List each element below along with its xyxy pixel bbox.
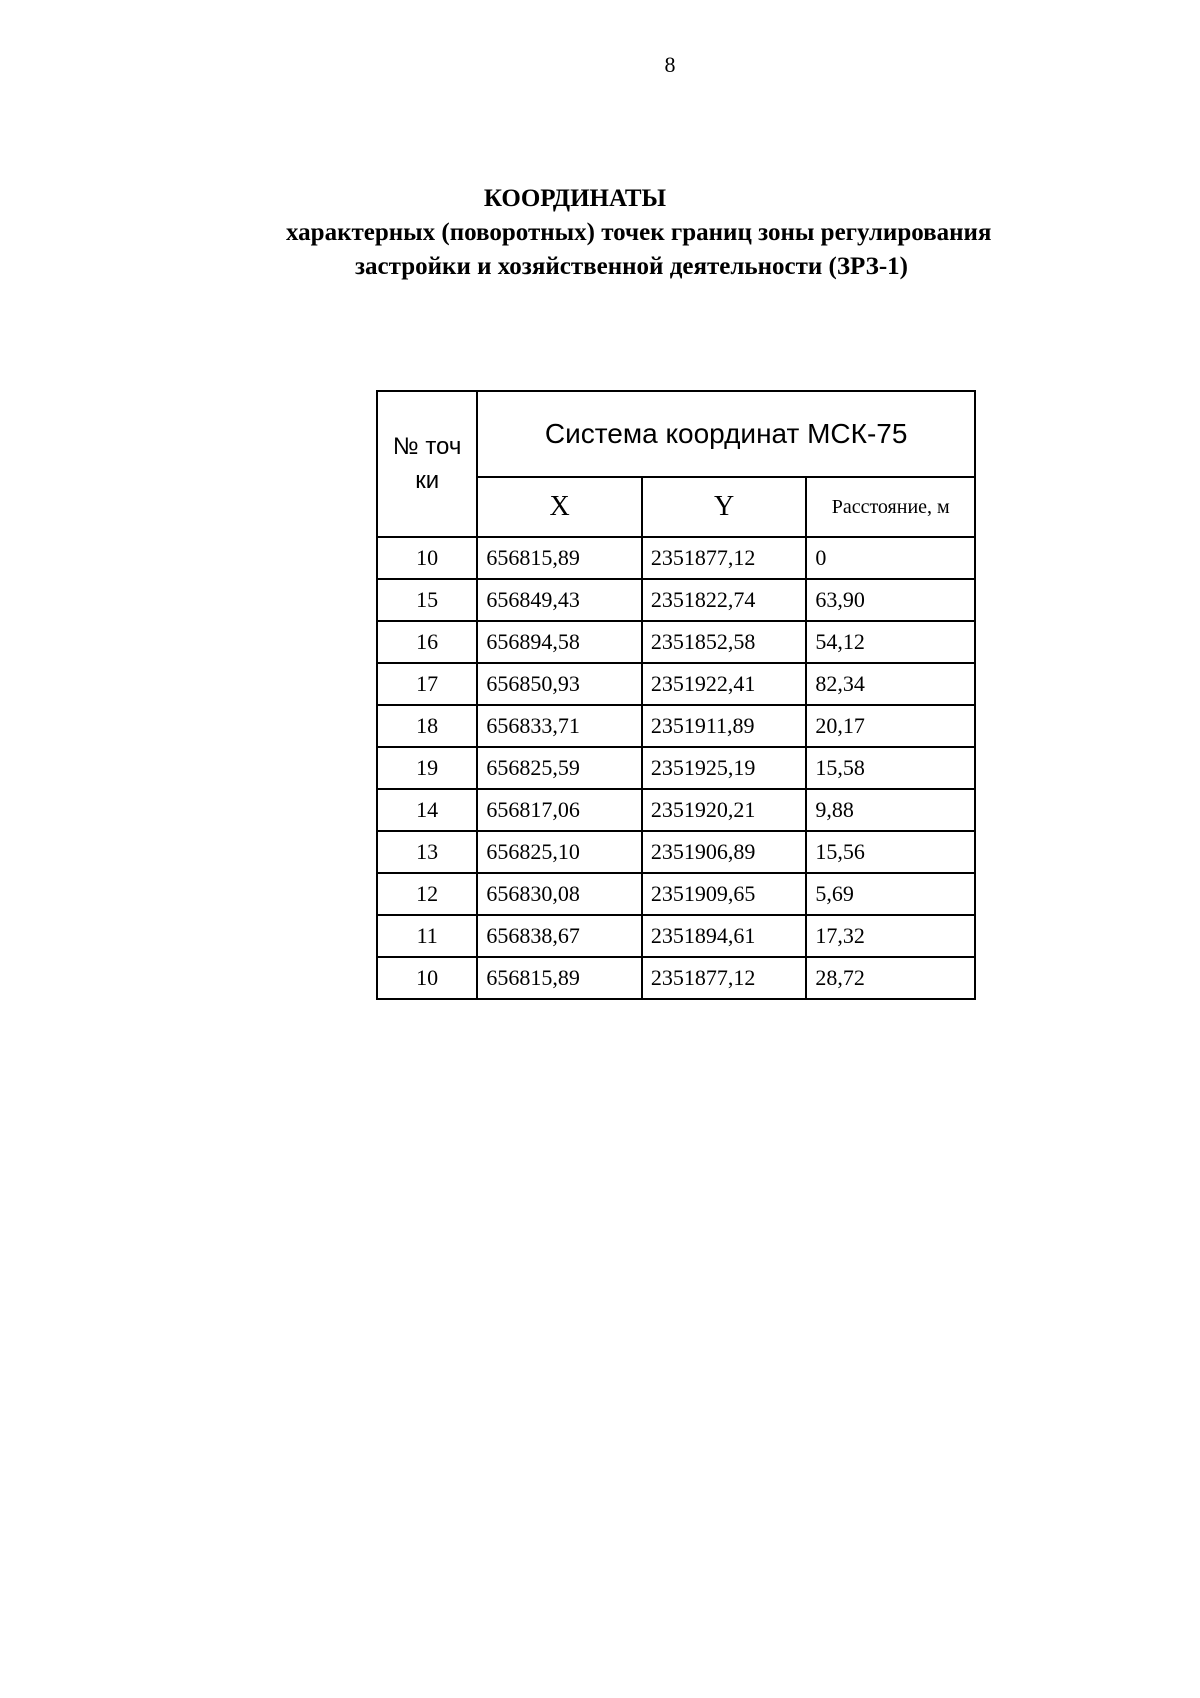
title-line-2: характерных (поворотных) точек границ зоны регулирования: [286, 219, 992, 246]
x-coordinate-cell: 656849,43: [477, 579, 642, 621]
coordinates-table-body: [377, 537, 975, 999]
table-row: [377, 789, 975, 831]
point-number-header: № точ ки: [377, 391, 477, 537]
distance-column-header: Расстояние, м: [806, 477, 975, 537]
page-number: 8: [664, 52, 676, 77]
point-number-cell: 18: [377, 705, 477, 747]
x-column-header: X: [477, 477, 642, 537]
distance-cell: 54,12: [806, 621, 975, 663]
y-coordinate-cell: 2351906,89: [642, 831, 807, 873]
y-coordinate-cell: 2351877,12: [642, 537, 807, 579]
table-row: [377, 957, 975, 999]
distance-cell: 28,72: [806, 957, 975, 999]
distance-cell: 5,69: [806, 873, 975, 915]
x-coordinate-cell: 656825,59: [477, 747, 642, 789]
point-number-cell: 12: [377, 873, 477, 915]
table-row: [377, 663, 975, 705]
y-coordinate-cell: 2351925,19: [642, 747, 807, 789]
table-row: [377, 705, 975, 747]
x-coordinate-cell: 656815,89: [477, 957, 642, 999]
y-coordinate-cell: 2351922,41: [642, 663, 807, 705]
x-coordinate-cell: 656894,58: [477, 621, 642, 663]
table-row: [377, 747, 975, 789]
distance-cell: 82,34: [806, 663, 975, 705]
distance-cell: 17,32: [806, 915, 975, 957]
coordinate-system-header: Система координат МСК-75: [477, 391, 975, 477]
distance-cell: 0: [806, 537, 975, 579]
x-coordinate-cell: 656850,93: [477, 663, 642, 705]
y-column-header: Y: [642, 477, 807, 537]
x-coordinate-cell: 656817,06: [477, 789, 642, 831]
table-row: [377, 831, 975, 873]
title-line-1: КООРДИНАТЫ: [483, 185, 667, 212]
point-number-cell: 17: [377, 663, 477, 705]
title-line-3: застройки и хозяйственной деятельности (ЗРЗ-1): [355, 253, 908, 280]
y-coordinate-cell: 2351909,65: [642, 873, 807, 915]
distance-cell: 20,17: [806, 705, 975, 747]
x-coordinate-cell: 656830,08: [477, 873, 642, 915]
x-coordinate-cell: 656833,71: [477, 705, 642, 747]
y-coordinate-cell: 2351894,61: [642, 915, 807, 957]
point-number-cell: 19: [377, 747, 477, 789]
y-coordinate-cell: 2351852,58: [642, 621, 807, 663]
table-row: [377, 621, 975, 663]
y-coordinate-cell: 2351920,21: [642, 789, 807, 831]
table-row: [377, 873, 975, 915]
distance-cell: 9,88: [806, 789, 975, 831]
distance-cell: 15,58: [806, 747, 975, 789]
point-number-cell: 10: [377, 537, 477, 579]
y-coordinate-cell: 2351822,74: [642, 579, 807, 621]
distance-cell: 63,90: [806, 579, 975, 621]
point-number-cell: 10: [377, 957, 477, 999]
x-coordinate-cell: 656815,89: [477, 537, 642, 579]
y-coordinate-cell: 2351877,12: [642, 957, 807, 999]
point-number-cell: 13: [377, 831, 477, 873]
coordinates-table: [376, 390, 976, 1000]
distance-cell: 15,56: [806, 831, 975, 873]
table-row: [377, 915, 975, 957]
point-number-cell: 15: [377, 579, 477, 621]
document-title: [270, 182, 1120, 284]
y-coordinate-cell: 2351911,89: [642, 705, 807, 747]
point-number-cell: 16: [377, 621, 477, 663]
x-coordinate-cell: 656825,10: [477, 831, 642, 873]
table-row: [377, 579, 975, 621]
x-coordinate-cell: 656838,67: [477, 915, 642, 957]
table-row: [377, 537, 975, 579]
point-number-cell: 14: [377, 789, 477, 831]
point-number-cell: 11: [377, 915, 477, 957]
